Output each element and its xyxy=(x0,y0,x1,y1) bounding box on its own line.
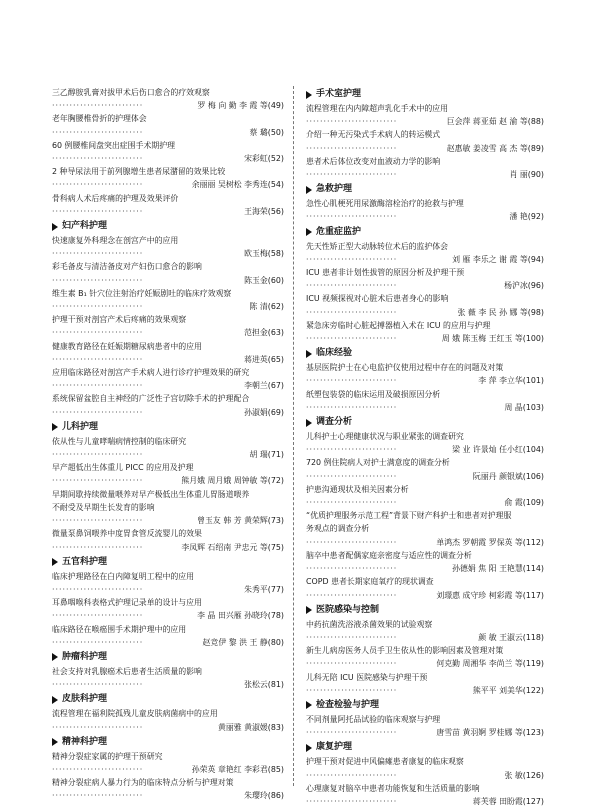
toc-entry[interactable] xyxy=(306,102,544,128)
triangle-bullet-icon xyxy=(52,696,58,704)
article-title: 快速康复外科理念在剖宫产中的应用 xyxy=(52,236,179,246)
article-title: 先天性矫正型大动脉转位术后的监护体会 xyxy=(306,241,449,251)
article-title: 急性心肌梗死用尿激酶溶栓治疗的抢救与护理 xyxy=(306,199,464,209)
leader-dots: ·························· xyxy=(306,334,398,344)
article-title: 护患沟通现状及相关因素分析 xyxy=(306,484,409,494)
section-heading xyxy=(306,225,544,240)
author-and-page: 范担金(63) xyxy=(244,328,284,338)
leader-dots: ·························· xyxy=(306,537,398,547)
author-and-page: 颜 敏 王淑云(118) xyxy=(478,632,544,642)
toc-entry[interactable] xyxy=(306,456,544,482)
toc-entry[interactable] xyxy=(306,549,544,575)
article-title: 彩毛备皮与清洁备皮对产妇伤口愈合的影响 xyxy=(52,262,202,272)
article-title: 务观点的调查分析 xyxy=(306,524,370,534)
article-title: 早产超低出生体重儿 PICC 的应用及护理 xyxy=(52,463,194,473)
section-title: 康复护理 xyxy=(316,742,353,753)
leader-dots: ·························· xyxy=(306,170,398,180)
toc-entry[interactable] xyxy=(306,483,544,509)
section-title: 儿科护理 xyxy=(62,421,99,432)
author-and-page: 肖 丽(90) xyxy=(509,170,544,180)
article-title: 精神分裂症病人暴力行为的临床特点分析与护理对策 xyxy=(52,778,234,788)
article-title: 脑卒中患者配偶家庭亲密度与适应性的调查分析 xyxy=(306,550,472,560)
author-and-page: 刘 雁 李乐之 谢 霞 等(94) xyxy=(452,254,544,264)
article-title: 720 例住院病人对护士满意度的调查分析 xyxy=(306,458,450,468)
article-title: 应用临床路径对剖宫产手术病人进行诊疗护理效果的研究 xyxy=(52,368,250,378)
leader-dots: ·························· xyxy=(52,722,144,732)
leader-dots: ·························· xyxy=(52,275,144,285)
author-and-page: 熊月娥 周月娥 周钟敏 等(72) xyxy=(181,476,284,486)
section-title: 肿瘤科护理 xyxy=(62,651,108,662)
article-title: 精神分裂症家属的护理干预研究 xyxy=(52,751,163,761)
leader-dots: ·························· xyxy=(306,471,398,481)
author-and-page: 蒋芙蓉 田盼霞(127) xyxy=(472,796,544,806)
leader-dots: ·························· xyxy=(306,590,398,600)
leader-dots: ·························· xyxy=(52,101,144,111)
article-title: 骨科病人术后疼痛的护理及效果评价 xyxy=(52,193,179,203)
toc-entry[interactable] xyxy=(306,266,544,292)
section-heading xyxy=(52,692,284,707)
article-title: 临床路径在喉癌围手术期护理中的应用 xyxy=(52,624,187,634)
toc-entry[interactable] xyxy=(306,713,544,739)
toc-left-column xyxy=(52,86,284,803)
author-and-page: 俞 霞(109) xyxy=(504,498,544,508)
toc-entry[interactable] xyxy=(52,776,284,802)
toc-entry[interactable] xyxy=(306,644,544,670)
author-and-page: 黄丽雅 黄淑媛(83) xyxy=(217,722,284,732)
section-heading xyxy=(52,219,284,234)
article-title: 早期间歇持续微量喂养对早产极低出生体重儿胃肠道喂养 xyxy=(52,489,250,499)
author-and-page: 梁 业 许景灿 任小红(104) xyxy=(452,445,544,455)
leader-dots: ·························· xyxy=(52,791,144,801)
leader-dots: ·························· xyxy=(52,450,144,460)
toc-entry[interactable] xyxy=(306,292,544,318)
toc-entry[interactable] xyxy=(52,435,284,461)
toc-entry[interactable] xyxy=(52,192,284,218)
section-title: 危重症监护 xyxy=(316,226,362,237)
author-and-page: 孙德娟 焦 阳 王艳慧(114) xyxy=(452,564,544,574)
article-title: 依从性与儿童哮喘病情控制的临床研究 xyxy=(52,436,187,446)
author-and-page: 陈 清(62) xyxy=(249,302,284,312)
article-title: 新生儿病房医务人员手卫生依从性的影响因素及管理对策 xyxy=(306,646,504,656)
leader-dots: ·························· xyxy=(52,476,144,486)
toc-entry[interactable] xyxy=(306,319,544,345)
article-title: ICU 患者非计划性拔管的原因分析及护理干预 xyxy=(306,268,465,278)
article-title: 临床护理路径在白内障复明工程中的应用 xyxy=(52,571,195,581)
leader-dots: ·························· xyxy=(52,542,144,552)
toc-entry[interactable] xyxy=(52,623,284,649)
leader-dots: ·························· xyxy=(306,728,398,738)
author-and-page: 孙荣英 章艳红 李彩君(85) xyxy=(191,764,284,774)
leader-dots: ·························· xyxy=(52,354,144,364)
leader-dots: ·························· xyxy=(52,407,144,417)
article-title: 流程管理在内内障超声乳化手术中的应用 xyxy=(306,104,449,113)
section-heading xyxy=(306,182,544,197)
author-and-page: 朱璎玲(86) xyxy=(244,791,284,801)
toc-entry[interactable] xyxy=(306,509,544,549)
section-heading xyxy=(306,346,544,361)
leader-dots: ·························· xyxy=(52,328,144,338)
article-title: 基层医院护士在心电监护仪使用过程中存在的问题及对策 xyxy=(306,363,504,373)
article-title: 心理康复对脑卒中患者功能恢复和生活质量的影响 xyxy=(306,783,480,793)
toc-entry[interactable] xyxy=(52,112,284,138)
section-heading xyxy=(52,420,284,435)
leader-dots: ·························· xyxy=(306,685,398,695)
toc-entry[interactable] xyxy=(52,340,284,366)
author-and-page: 王海荣(56) xyxy=(244,206,284,216)
leader-dots: ·························· xyxy=(306,281,398,291)
toc-entry[interactable] xyxy=(52,596,284,622)
author-and-page: 宋彩虹(52) xyxy=(244,154,284,164)
article-title: 三乙醇胺乳膏对拔甲术后伤口愈合的疗效观察 xyxy=(52,88,210,97)
section-title: 调查分析 xyxy=(316,417,353,428)
article-title: 社会支持对乳腺癌术后患者生活质量的影响 xyxy=(52,666,202,676)
section-title: 手术室护理 xyxy=(316,89,362,99)
section-title: 医院感染与控制 xyxy=(316,604,380,615)
author-and-page: 孙淑娟(69) xyxy=(244,407,284,417)
leader-dots: ·························· xyxy=(52,154,144,164)
leader-dots: ·························· xyxy=(52,516,144,526)
article-title: 耳鼻咽喉科表格式护理记录单的设计与应用 xyxy=(52,598,202,608)
leader-dots: ·························· xyxy=(52,381,144,391)
author-and-page: 巨会萍 蒋亚茹 赵 渝 等(88) xyxy=(446,117,544,127)
toc-entry[interactable] xyxy=(52,234,284,260)
toc-entry[interactable] xyxy=(52,392,284,418)
toc-entry[interactable] xyxy=(306,388,544,414)
toc-entry[interactable] xyxy=(52,366,284,392)
leader-dots: ·························· xyxy=(52,302,144,312)
toc-entry[interactable] xyxy=(52,260,284,286)
article-title: 介绍一种无污染式手术病人的转运模式 xyxy=(306,130,441,140)
author-and-page: 蒋进英(65) xyxy=(244,354,284,364)
leader-dots: ·························· xyxy=(306,402,398,412)
section-heading xyxy=(52,650,284,665)
leader-dots: ·························· xyxy=(52,637,144,647)
section-title: 皮肤科护理 xyxy=(62,694,108,705)
leader-dots: ·························· xyxy=(52,764,144,774)
triangle-bullet-icon xyxy=(306,91,312,99)
leader-dots: ·························· xyxy=(306,770,398,780)
section-title: 精神科护理 xyxy=(62,736,108,747)
section-title: 五官科护理 xyxy=(62,556,108,567)
toc-entry[interactable] xyxy=(306,671,544,697)
section-title: 检查检验与护理 xyxy=(316,699,380,710)
author-and-page: 蔡 璐(50) xyxy=(249,127,284,137)
article-title: 中药抗菌洗浴液杀菌效果的试验观察 xyxy=(306,619,433,629)
author-and-page: 李 晶 田兴雁 孙晓玲(78) xyxy=(197,611,284,621)
toc-entry[interactable] xyxy=(306,782,544,808)
toc-entry[interactable] xyxy=(306,155,544,181)
article-title: 护理干预对剖宫产术后疼痛的效果观察 xyxy=(52,315,187,325)
column-divider xyxy=(293,86,295,786)
article-title: “优质护理服务示范工程”背景下财产科护士和患者对护理服 xyxy=(306,511,512,521)
article-title: 老年胸腰椎骨折的护理体会 xyxy=(52,114,147,124)
leader-dots: ·························· xyxy=(306,445,398,455)
toc-entry[interactable] xyxy=(306,197,544,223)
leader-dots: ·························· xyxy=(306,564,398,574)
article-title: 2 种导尿法用于前列腺增生患者尿潴留的效果比较 xyxy=(52,167,226,177)
leader-dots: ·························· xyxy=(306,307,398,317)
author-and-page: 何克勤 周湘华 李尚兰 等(119) xyxy=(436,659,544,669)
toc-entry[interactable] xyxy=(52,86,284,112)
author-and-page: 唐雪苗 黄羽婀 罗桂娜 等(123) xyxy=(436,728,544,738)
leader-dots: ·························· xyxy=(306,632,398,642)
section-title: 急救护理 xyxy=(316,184,353,195)
author-and-page: 张松云(81) xyxy=(244,680,284,690)
toc-right-column xyxy=(306,86,544,808)
author-and-page: 单鸿杰 罗朝霞 罗保英 等(112) xyxy=(436,537,544,547)
triangle-bullet-icon xyxy=(306,744,312,752)
section-heading xyxy=(306,603,544,618)
leader-dots: ·························· xyxy=(306,796,398,806)
leader-dots: ·························· xyxy=(306,254,398,264)
author-and-page: 熊平平 刘美华(122) xyxy=(472,685,544,695)
author-and-page: 罗 梅 向 勤 李 霞 等(49) xyxy=(197,101,284,111)
triangle-bullet-icon xyxy=(306,186,312,194)
article-title: 系统保留盆腔自主神经的广泛性子宫切除手术的护理配合 xyxy=(52,394,250,404)
author-and-page: 李 萍 李立华(101) xyxy=(478,376,544,386)
toc-entry[interactable] xyxy=(52,139,284,165)
section-heading xyxy=(52,555,284,570)
author-and-page: 赵惠敏 姜凌雪 高 杰 等(89) xyxy=(446,143,544,153)
leader-dots: ·························· xyxy=(52,611,144,621)
triangle-bullet-icon xyxy=(306,350,312,358)
toc-entry[interactable] xyxy=(52,707,284,733)
article-title: 不同剂量阿托品试验的临床观察与护理 xyxy=(306,714,441,724)
toc-entry[interactable] xyxy=(306,361,544,387)
article-title: 不耐受及早期生长发育的影响 xyxy=(52,502,155,512)
author-and-page: 阮丽丹 颜银斌(106) xyxy=(472,471,544,481)
section-title: 临床经验 xyxy=(316,348,353,359)
author-and-page: 陈玉金(60) xyxy=(244,275,284,285)
section-heading xyxy=(306,698,544,713)
author-and-page: 刘璟惠 成守珍 柯彩霞 等(117) xyxy=(436,590,544,600)
article-title: 微量泵鼻饲喂养中度胃食管反流婴儿的效果 xyxy=(52,529,202,539)
author-and-page: 胡 瑞(71) xyxy=(249,450,284,460)
article-title: 护理干预对促进中风偏瘫患者康复的临床观察 xyxy=(306,757,464,767)
article-title: 患者术后体位改变对血液动力学的影响 xyxy=(306,156,441,166)
toc-entry[interactable] xyxy=(52,570,284,596)
toc-entry[interactable] xyxy=(52,665,284,691)
leader-dots: ·························· xyxy=(306,143,398,153)
section-heading xyxy=(306,740,544,755)
leader-dots: ·························· xyxy=(52,127,144,137)
article-title: 儿科无陪 ICU 医院感染与护理干预 xyxy=(306,672,428,682)
section-heading xyxy=(306,415,544,430)
toc-entry[interactable] xyxy=(306,755,544,781)
article-title: ICU 视频探视对心脏术后患者身心的影响 xyxy=(306,294,449,304)
author-and-page: 潘 艳(92) xyxy=(509,212,544,222)
section-title: 妇产科护理 xyxy=(62,221,108,232)
leader-dots: ·························· xyxy=(306,376,398,386)
leader-dots: ·························· xyxy=(306,498,398,508)
toc-entry[interactable] xyxy=(306,575,544,601)
author-and-page: 张 敏(126) xyxy=(504,770,544,780)
author-and-page: 周 娥 陈玉梅 王红玉 等(100) xyxy=(441,334,544,344)
author-and-page: 赵竞伊 黎 洪 王 静(80) xyxy=(202,637,284,647)
triangle-bullet-icon xyxy=(306,606,312,614)
leader-dots: ·························· xyxy=(52,180,144,190)
section-heading xyxy=(306,87,544,102)
author-and-page: 杨沪冰(96) xyxy=(504,281,544,291)
leader-dots: ·························· xyxy=(52,680,144,690)
author-and-page: 朱秀平(77) xyxy=(244,584,284,594)
toc-entry[interactable] xyxy=(52,461,284,487)
triangle-bullet-icon xyxy=(306,228,312,236)
toc-entry[interactable] xyxy=(52,527,284,553)
triangle-bullet-icon xyxy=(52,423,58,431)
article-title: 健康教育路径在妊娠期糖尿病患者中的应用 xyxy=(52,341,202,351)
toc-entry[interactable] xyxy=(52,750,284,776)
leader-dots: ·························· xyxy=(52,584,144,594)
article-title: 流程管理在福利院孤残儿童皮肤病菌病中的应用 xyxy=(52,709,218,719)
author-and-page: 周 晶(103) xyxy=(504,402,544,412)
leader-dots: ·························· xyxy=(52,206,144,216)
toc-entry[interactable] xyxy=(306,618,544,644)
author-and-page: 张 薇 李 民 孙 娜 等(98) xyxy=(457,307,544,317)
toc-entry[interactable] xyxy=(52,488,284,528)
triangle-bullet-icon xyxy=(52,558,58,566)
triangle-bullet-icon xyxy=(52,223,58,231)
triangle-bullet-icon xyxy=(52,653,58,661)
article-title: 儿科护士心理健康状况与职业紧张的调查研究 xyxy=(306,432,464,442)
toc-entry[interactable] xyxy=(306,430,544,456)
leader-dots: ·························· xyxy=(306,659,398,669)
triangle-bullet-icon xyxy=(52,738,58,746)
author-and-page: 曾玉友 韩 芳 黄荣辉(73) xyxy=(197,516,284,526)
article-title: 60 例腰椎间盘突出症围手术期护理 xyxy=(52,140,176,150)
toc-entry[interactable] xyxy=(52,287,284,313)
leader-dots: ·························· xyxy=(306,212,398,222)
triangle-bullet-icon xyxy=(306,701,312,709)
author-and-page: 李朝兰(67) xyxy=(244,381,284,391)
article-title: 维生素 B₁ 针穴位注射治疗妊娠剧吐的临床疗效观察 xyxy=(52,288,232,298)
article-title: COPD 患者长期家庭氧疗的现状调查 xyxy=(306,577,434,587)
leader-dots: ·························· xyxy=(306,117,398,127)
toc-entry[interactable] xyxy=(306,240,544,266)
section-heading xyxy=(52,735,284,750)
author-and-page: 李凤辉 石绍南 尹忠元 等(75) xyxy=(181,542,284,552)
triangle-bullet-icon xyxy=(306,419,312,427)
author-and-page: 余丽丽 吴树松 李秀连(54) xyxy=(191,180,284,190)
article-title: 纸塑包装袋的临床运用及破损原因分析 xyxy=(306,389,441,399)
toc-entry[interactable] xyxy=(52,313,284,339)
toc-entry[interactable] xyxy=(52,165,284,191)
article-title: 紧急床旁临时心脏起搏器植入术在 ICU 的应用与护理 xyxy=(306,320,491,330)
toc-entry[interactable] xyxy=(306,128,544,154)
author-and-page: 欧玉梅(58) xyxy=(244,249,284,259)
leader-dots: ·························· xyxy=(52,249,144,259)
